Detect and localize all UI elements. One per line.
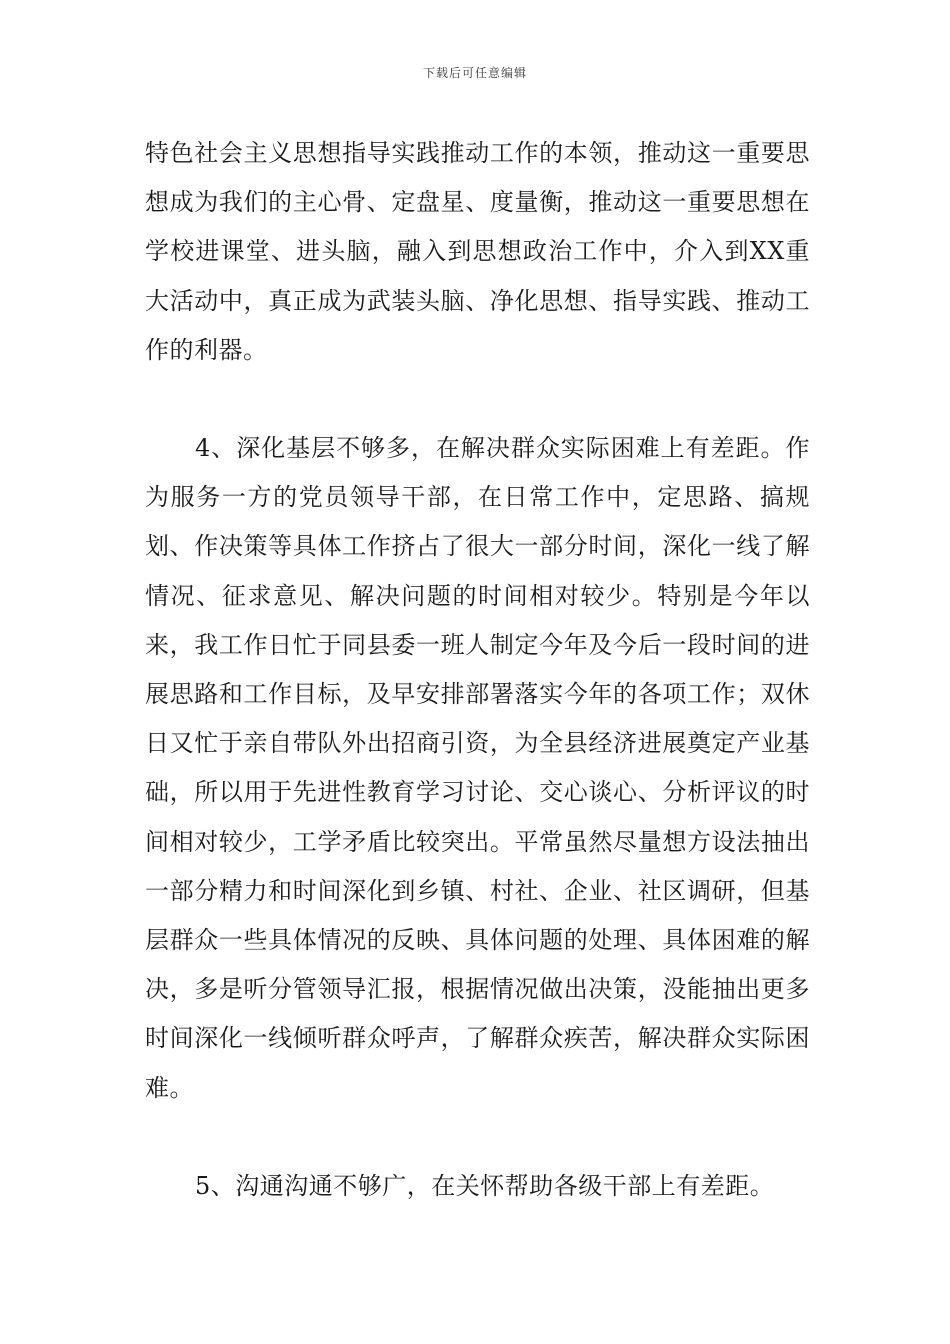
document-body — [145, 129, 810, 1211]
paragraph-continuation: 特色社会主义思想指导实践推动工作的本领，推动这一重要思想成为我们的主心骨、定盘星、度量衡，推动这一重要思想在学校进课堂、进头脑，融入到思想政治工作中，介入到XX重大活动中，真正成为武装头脑、净化思想、指导实践、推动工作的利器。 — [145, 139, 810, 364]
page-header-note: 下载后可任意编辑 — [422, 66, 527, 80]
paragraph-item-5: 5、沟通沟通不够广，在关怀帮助各级干部上有差距。 — [195, 1171, 775, 1200]
paragraph-item-4: 4、深化基层不够多，在解决群众实际困难上有差距。作为服务一方的党员领导干部，在日常工作中，定思路、搞规划、作决策等具体工作挤占了很大一部分时间，深化一线了解情况、征求意见、解决问题的时间相对较少。特别是今年以来，我工作日忙于同县委一班人制定今年及今后一段时间的进展思路和工作目标，及早安排部署落实今年的各项工作；双休日又忙于亲自带队外出招商引资，为全县经济进展奠定产业基础，所以用于先进性教育学习讨论、交心谈心、分析评议的时间相对较少，工学矛盾比较突出。平常虽然尽量想方设法抽出一部分精力和时间深化到乡镇、村社、企业、社区调研，但基层群众一些具体情况的反映、具体问题的处理、具体困难的解决，多是听分管领导汇报，根据情况做出决策，没能抽出更多时间深化一线倾听群众呼声，了解群众疾苦，解决群众实际困难。 — [145, 434, 810, 1102]
paragraph-gap — [145, 1113, 810, 1162]
paragraph-gap — [145, 375, 810, 424]
